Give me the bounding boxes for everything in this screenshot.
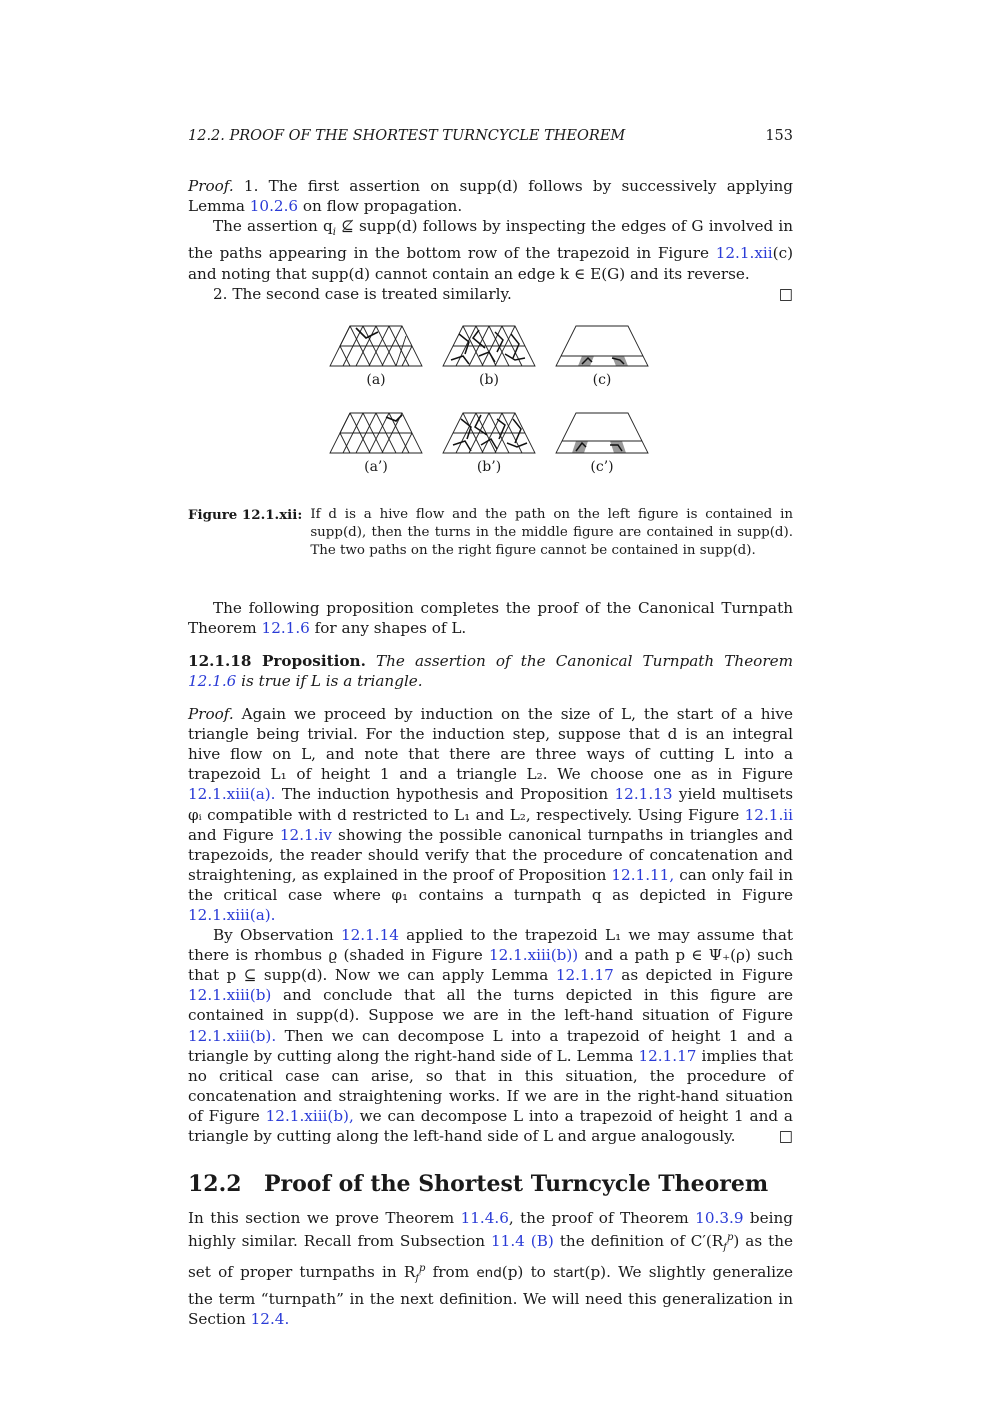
link-subsection[interactable]: 11.4 (B)	[491, 1232, 554, 1251]
link-figure[interactable]: 12.1.iv	[279, 825, 332, 844]
running-head	[188, 126, 793, 146]
hive-trapezoid-c	[552, 324, 652, 368]
panel-c	[552, 324, 652, 390]
link-theorem[interactable]: 10.3.9	[695, 1209, 744, 1228]
link-section[interactable]: 12.4.	[250, 1309, 290, 1328]
paragraph-following: The following proposition completes the proof of the Canonical Turnpath Theorem 12.1.6 for any shapes of L.	[188, 598, 793, 637]
qed-symbol: □	[778, 1127, 793, 1146]
link-theorem[interactable]: 12.1.6	[188, 671, 237, 690]
section-title: Proof of the Shortest Turncycle Theorem	[264, 1171, 769, 1198]
hive-trapezoid-c-prime	[552, 411, 652, 455]
panel-b	[439, 324, 539, 390]
page	[188, 118, 793, 1329]
link-figure[interactable]: 12.1.xiii(b),	[265, 1106, 354, 1125]
hive-trapezoid-b-prime	[439, 411, 539, 455]
link-lemma[interactable]: 12.1.17	[555, 966, 614, 985]
section-heading	[188, 1171, 793, 1198]
link-figure[interactable]: 12.1.xiii(b).	[188, 1026, 277, 1045]
hive-trapezoid-a-prime	[326, 411, 426, 455]
link-proposition[interactable]: 12.1.11,	[611, 865, 675, 884]
proof-paragraph-induction: Proof. Again we proceed by induction on the size of L, the start of a hive triangle being trivial. For the induction step, suppose that d is an integral hive flow on L, and note that there are three ways of cutting L into a trapezoid L₁ of height 1 and a triangle L₂. We choose one as in Figure 12.1.xiii(a). The induction hypothesis and Proposition 12.1.13 yield multisets φᵢ compatible with d restricted to L₁ and L₂, respectively. Using Figure 12.1.ii and Figure 12.1.iv showing the possible canonical turnpaths in triangles and trapezoids, the reader should verify that the procedure of concatenation and straightening, as explained in the proof of Proposition 12.1.11, can only fail in the critical case where φ₁ contains a turnpath q as depicted in Figure 12.1.xiii(a).	[188, 705, 793, 924]
link-observation[interactable]: 12.1.14	[340, 926, 399, 945]
qed-symbol: □	[778, 284, 793, 303]
running-title: 12.2. PROOF OF THE SHORTEST TURNCYCLE THEOREM	[188, 128, 626, 144]
panel-b-prime	[439, 411, 539, 477]
panel-label: (c)	[592, 371, 612, 388]
panel-c-prime	[552, 411, 652, 477]
link-figure[interactable]: 12.1.xii	[715, 244, 773, 263]
proposition-12-1-18: 12.1.18 Proposition. The assertion of the Canonical Turnpath Theorem 12.1.6 is true if L is a triangle.	[188, 651, 793, 690]
link-theorem[interactable]: 12.1.6	[261, 618, 310, 637]
link-theorem[interactable]: 11.4.6	[460, 1209, 509, 1228]
link-lemma[interactable]: 12.1.17	[638, 1046, 697, 1065]
link-figure[interactable]: 12.1.xiii(b)	[188, 986, 272, 1005]
proof-paragraph-observation: By Observation 12.1.14 applied to the trapezoid L₁ we may assume that there is rhombus ϱ (shaded in Figure 12.1.xiii(b)) and a path p ∈ Ψ₊(ρ) such that p ⊆ supp(d). Now we can apply Lemma 12.1.17 as depicted in Figure 12.1.xiii(b) and conclude that all the turns depicted in this figure are contained in supp(d). Suppose we are in the left-hand situation of Figure 12.1.xiii(b). Then we can decompose L into a trapezoid of height 1 and a triangle by cutting along the right-hand side of L. Lemma 12.1.17 implies that no critical case can arise, so that in this situation, the procedure of concatenation and straightening works. If we are in the right-hand situation of Figure 12.1.xiii(b), we can decompose L into a trapezoid of height 1 and a triangle by cutting along the left-hand side of L and argue analogously. □	[188, 926, 794, 1146]
link-figure[interactable]: 12.1.xiii(a).	[188, 785, 276, 804]
link-figure[interactable]: 12.1.xiii(a).	[188, 906, 276, 924]
link-figure[interactable]: 12.1.ii	[744, 805, 793, 824]
proof-paragraph-1: Proof. 1. The first assertion on supp(d) follows by successively applying Lemma 10.2.6 on flow propagation.	[188, 177, 793, 216]
panel-label: (b)	[479, 371, 499, 388]
caption-label: Figure 12.1.xii:	[188, 506, 303, 523]
hive-trapezoid-a	[326, 324, 426, 368]
panel-a-prime	[326, 411, 426, 477]
panel-a	[326, 324, 426, 390]
link-lemma[interactable]: 10.2.6	[249, 197, 299, 216]
page-number: 153	[765, 128, 793, 144]
panel-label: (b’)	[476, 458, 502, 475]
section-number: 12.2	[188, 1171, 242, 1198]
panel-label: (c’)	[590, 458, 614, 475]
panel-label: (a’)	[364, 458, 388, 475]
link-proposition[interactable]: 12.1.13	[614, 785, 673, 804]
proof-paragraph-3: 2. The second case is treated similarly. □	[213, 284, 793, 303]
figure-caption	[188, 506, 793, 560]
figure-12-1-xii	[188, 318, 793, 498]
caption-text: If d is a hive flow and the path on the left figure is contained in supp(d), then the turns in the middle figure are contained in supp(d). The two paths on the right figure cannot be contained in supp(d).	[310, 506, 793, 558]
panel-label: (a)	[366, 371, 386, 388]
proof-paragraph-2: The assertion $q_i$ ⊈ supp(d) follows by inspecting the edges of G involved in the paths appearing in the bottom row of the trapezoid in Figure 12.1.xii(c) and noting that supp(d) cannot contain an edge k ∈ E(G) and its reverse.	[188, 217, 793, 283]
hive-trapezoid-b	[439, 324, 539, 368]
link-figure[interactable]: 12.1.xiii(b))	[488, 946, 579, 965]
section-intro-paragraph: In this section we prove Theorem 11.4.6, the proof of Theorem 10.3.9 being highly similar. Recall from Subsection 11.4 (B) the definition of $C'(R_f^p)$ as the set of proper turnpaths in $R_f^p$ from end(p) to start(p). We slightly generalize the term “turnpath” in the next definition. We will need this generalization in Section 12.4.	[188, 1209, 794, 1328]
